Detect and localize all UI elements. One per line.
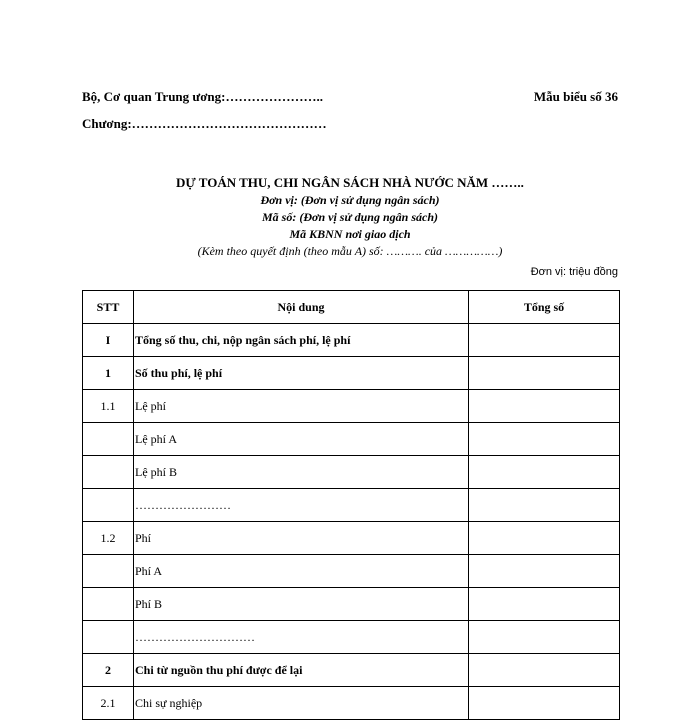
row-stt-cell: 2 (83, 654, 134, 687)
table-header-row (83, 291, 620, 324)
row-stt-cell (83, 555, 134, 588)
row-total-cell (469, 456, 620, 489)
row-stt-cell (83, 621, 134, 654)
table-row (83, 456, 620, 489)
row-stt-cell: 1.2 (83, 522, 134, 555)
row-total-cell (469, 423, 620, 456)
attachment-line: (Kèm theo quyết định (theo mẫu A) số: ………. của ……………) (197, 244, 503, 258)
table-row (83, 687, 620, 720)
agency-line: Bộ, Cơ quan Trung ương:………………….. (82, 89, 323, 104)
row-stt-cell (83, 423, 134, 456)
table-row (83, 621, 620, 654)
row-total-cell (469, 687, 620, 720)
row-total-cell (469, 522, 620, 555)
row-total-cell (469, 555, 620, 588)
table-row (83, 423, 620, 456)
row-total-cell (469, 588, 620, 621)
row-content-cell: Lệ phí A (134, 423, 469, 456)
unit-line: Đơn vị: (Đơn vị sử dụng ngân sách) (260, 193, 440, 207)
row-stt-cell (83, 588, 134, 621)
table-row (83, 522, 620, 555)
row-stt-cell (83, 489, 134, 522)
row-content-cell: Phí (134, 522, 469, 555)
table-body (83, 324, 620, 720)
kbnn-line: Mã KBNN nơi giao dịch (289, 227, 411, 241)
row-content-cell: Phí A (134, 555, 469, 588)
row-total-cell (469, 654, 620, 687)
row-content-cell: ………………………… (134, 621, 469, 654)
table-row (83, 324, 620, 357)
table-row (83, 390, 620, 423)
row-stt-cell: I (83, 324, 134, 357)
row-content-cell: Chi sự nghiệp (134, 687, 469, 720)
currency-unit-note: Đơn vị: triệu đồng (530, 266, 618, 278)
row-stt-cell: 2.1 (83, 687, 134, 720)
row-content-cell: Tổng số thu, chi, nộp ngân sách phí, lệ phí (134, 324, 469, 357)
table-row (83, 555, 620, 588)
title-block (82, 174, 618, 260)
header-stt: STT (83, 291, 134, 324)
row-content-cell: Chi từ nguồn thu phí được để lại (134, 654, 469, 687)
row-content-cell: …………………… (134, 489, 469, 522)
row-content-cell: Lệ phí (134, 390, 469, 423)
table-row (83, 357, 620, 390)
header-total: Tổng số (469, 291, 620, 324)
row-stt-cell: 1 (83, 357, 134, 390)
header-content: Nội dung (134, 291, 469, 324)
row-total-cell (469, 390, 620, 423)
row-content-cell: Số thu phí, lệ phí (134, 357, 469, 390)
budget-table (82, 290, 620, 720)
row-total-cell (469, 621, 620, 654)
row-total-cell (469, 489, 620, 522)
table-row (83, 588, 620, 621)
code-line: Mã số: (Đơn vị sử dụng ngân sách) (262, 210, 438, 224)
row-content-cell: Lệ phí B (134, 456, 469, 489)
table-row (83, 489, 620, 522)
row-total-cell (469, 324, 620, 357)
document-title: DỰ TOÁN THU, CHI NGÂN SÁCH NHÀ NƯỚC NĂM …….. (176, 175, 524, 190)
row-total-cell (469, 357, 620, 390)
chapter-line: Chương:……………………………………… (82, 116, 327, 131)
table-row (83, 654, 620, 687)
row-stt-cell: 1.1 (83, 390, 134, 423)
row-content-cell: Phí B (134, 588, 469, 621)
row-stt-cell (83, 456, 134, 489)
form-number: Mẫu biểu số 36 (533, 89, 618, 104)
